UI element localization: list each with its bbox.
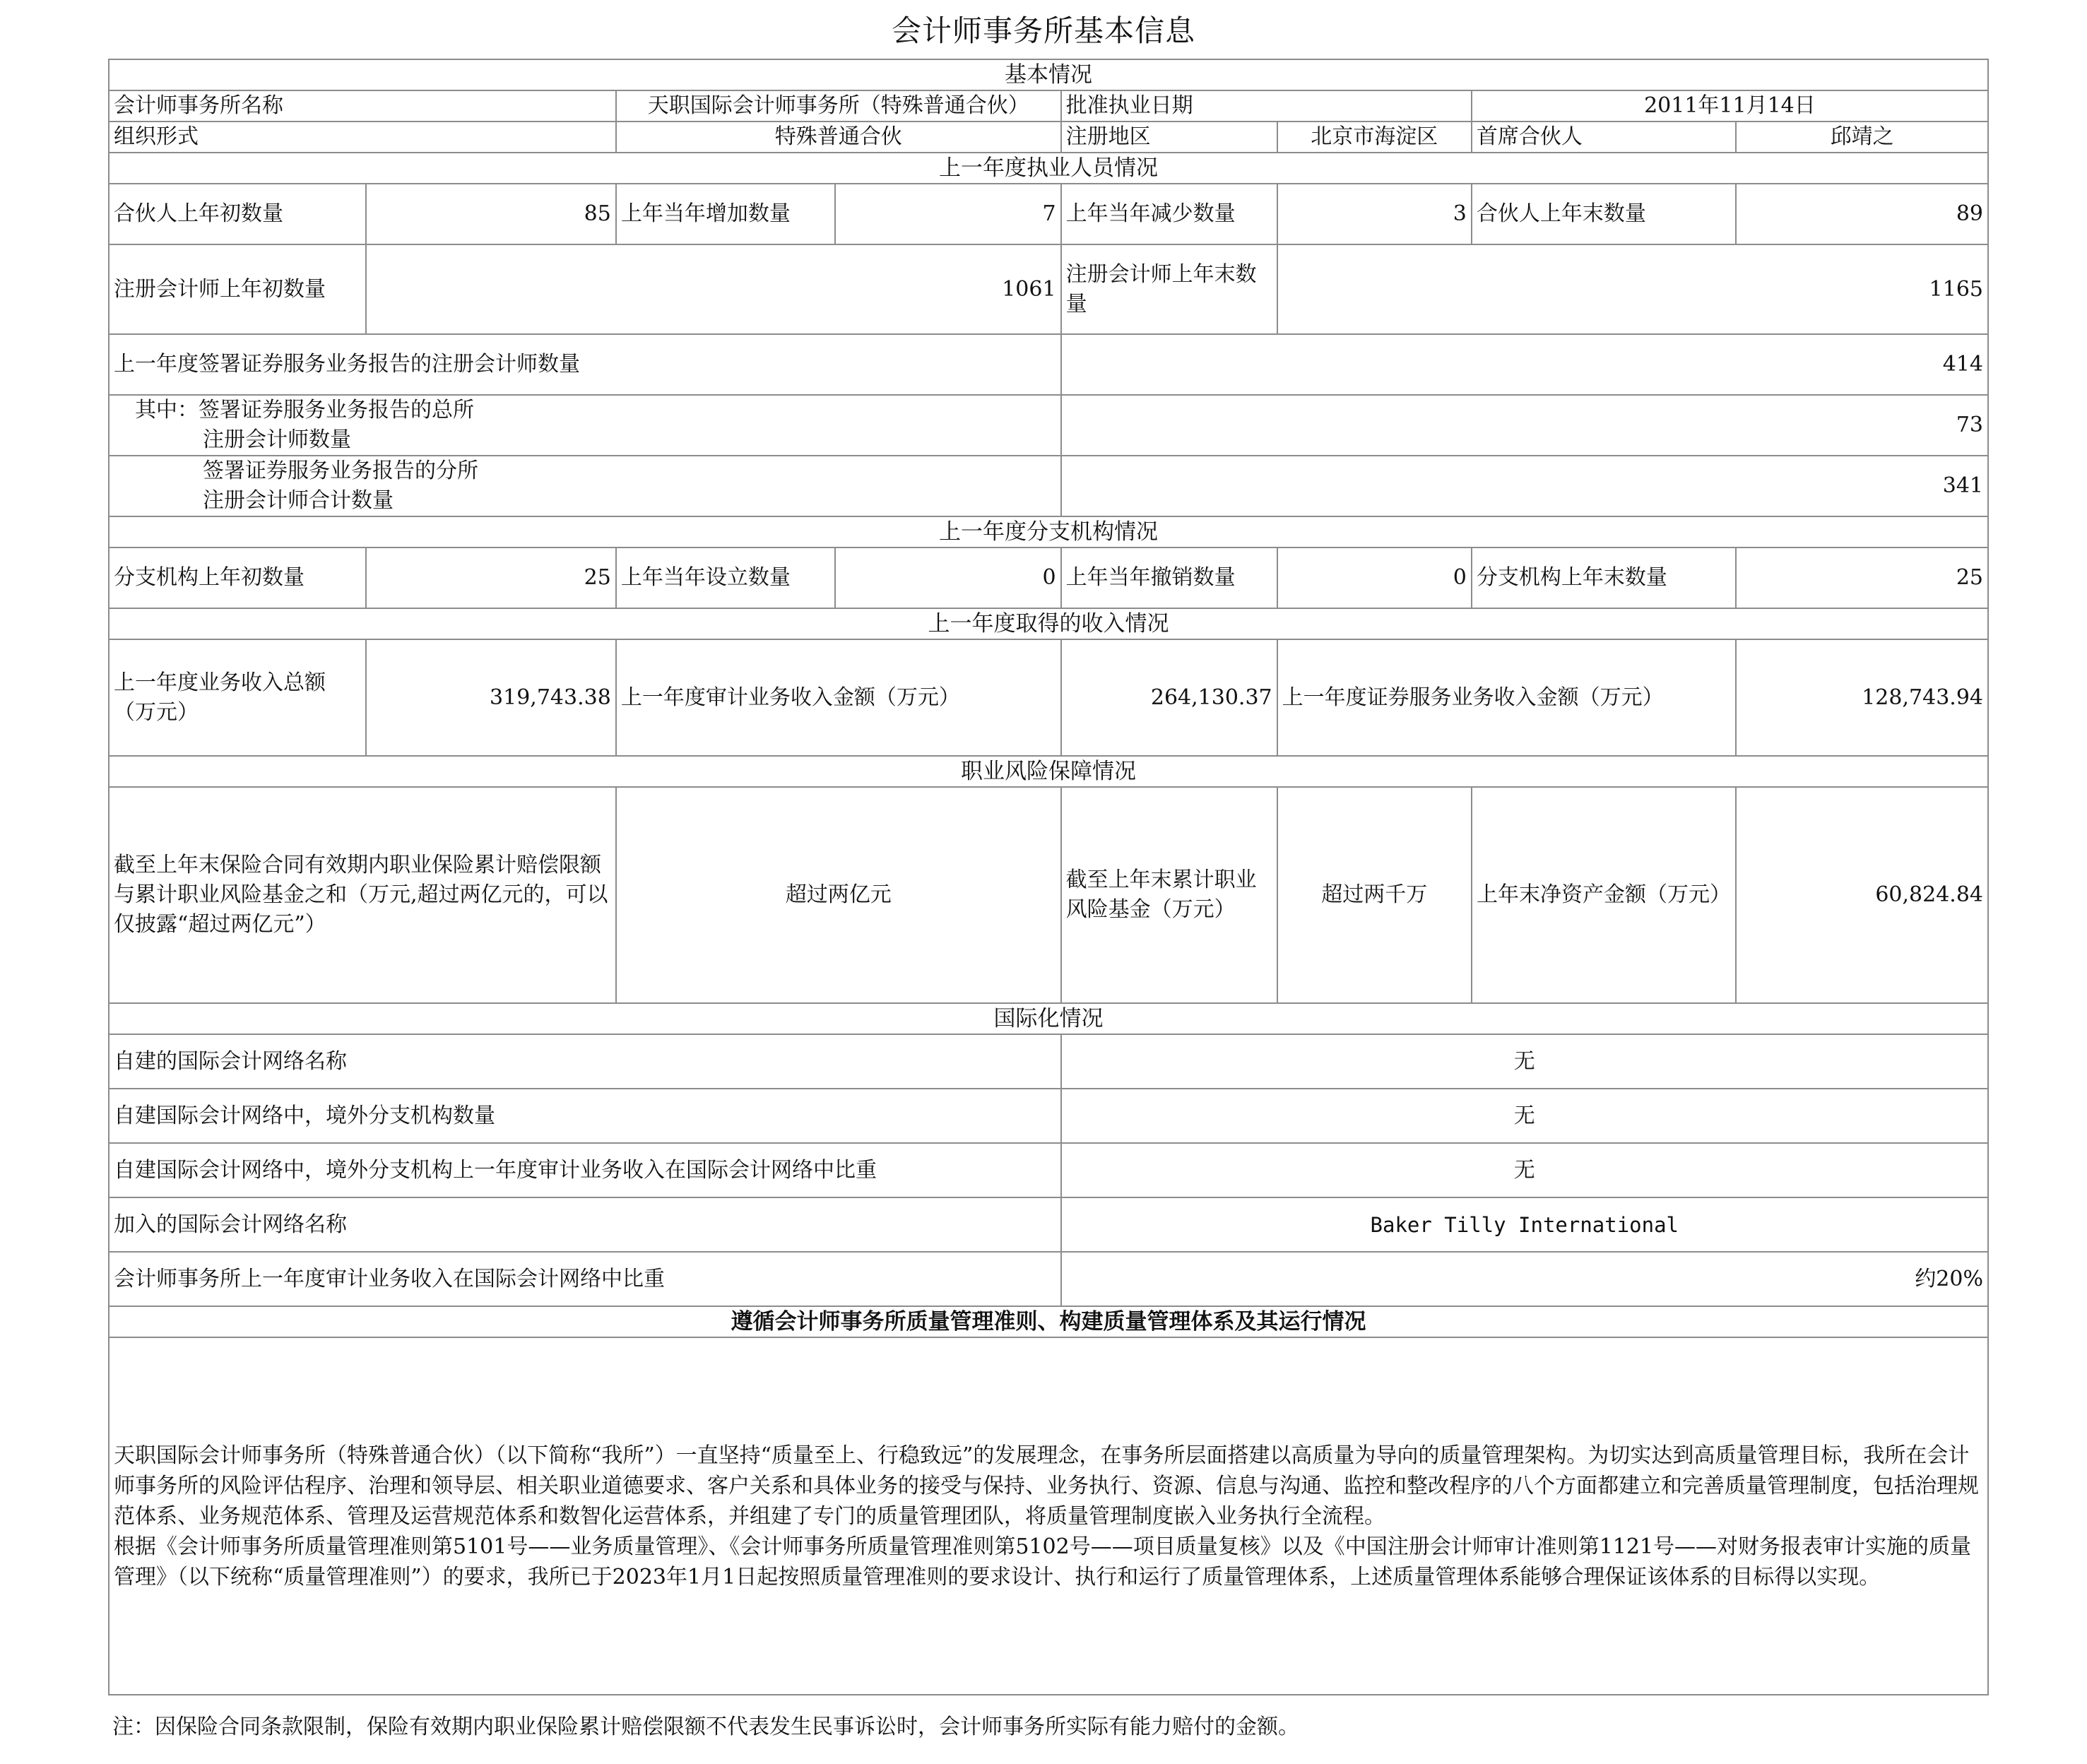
overseas-ratio-label: 自建国际会计网络中，境外分支机构上一年度审计业务收入在国际会计网络中比重 bbox=[109, 1143, 1061, 1197]
cpa-end-value: 1165 bbox=[1277, 244, 1988, 334]
table-row bbox=[109, 456, 1988, 516]
table-row bbox=[109, 1337, 1988, 1695]
branch-cpa-label bbox=[109, 456, 1061, 516]
hq-cpa-label-line-2: 注册会计师数量 bbox=[203, 427, 351, 452]
decrease-value: 3 bbox=[1277, 184, 1472, 244]
increase-label: 上年当年增加数量 bbox=[617, 184, 836, 244]
cpa-begin-label: 注册会计师上年初数量 bbox=[109, 244, 366, 334]
hq-cpa-label bbox=[109, 395, 1061, 456]
income-total-label: 上一年度业务收入总额（万元） bbox=[109, 639, 366, 756]
section-income: 上一年度取得的收入情况 bbox=[109, 608, 1988, 639]
income-securities-value: 128,743.94 bbox=[1736, 639, 1988, 756]
income-total-value: 319,743.38 bbox=[366, 639, 615, 756]
approval-date-value: 2011年11月14日 bbox=[1472, 90, 1988, 122]
section-risk: 职业风险保障情况 bbox=[109, 756, 1988, 787]
firm-name-value: 天职国际会计师事务所（特殊普通合伙） bbox=[616, 90, 1061, 122]
revoked-label: 上年当年撤销数量 bbox=[1061, 547, 1277, 608]
firm-info-table bbox=[108, 59, 1989, 1695]
hq-cpa-value: 73 bbox=[1061, 395, 1988, 456]
table-row bbox=[109, 184, 1988, 244]
overseas-branches-value: 无 bbox=[1061, 1089, 1988, 1143]
established-label: 上年当年设立数量 bbox=[617, 548, 836, 608]
org-form-value: 特殊普通合伙 bbox=[616, 122, 1061, 153]
firm-name-label: 会计师事务所名称 bbox=[109, 90, 616, 122]
chief-partner-label: 首席合伙人 bbox=[1472, 122, 1736, 153]
established-cell bbox=[616, 547, 1061, 608]
partners-end-value: 89 bbox=[1736, 184, 1988, 244]
section-basic: 基本情况 bbox=[109, 59, 1988, 90]
quality-paragraph-1: 天职国际会计师事务所（特殊普通合伙）（以下简称“我所”）一直坚持“质量至上、行稳致远”的发展理念，在事务所层面搭建以高质量为导向的质量管理架构。为切实达到高质量管理目标，我所在会计师事务所的风险评估程序、治理和领导层、相关职业道德要求、客户关系和具体业务的接受与保持、业务执行、资源、信息与沟通、监控和整改程序的八个方面都建立和完善质量管理制度，包括治理规范体系、业务规范体系、管理及运营规范体系和数智化运营体系，并组建了专门的质量管理团队，将质量管理制度嵌入业务执行全流程。 bbox=[114, 1443, 1979, 1529]
section-row bbox=[109, 516, 1988, 547]
branch-cpa-value: 341 bbox=[1061, 456, 1988, 516]
section-staff: 上一年度执业人员情况 bbox=[109, 153, 1988, 184]
table-row bbox=[109, 90, 1988, 122]
reg-area-value: 北京市海淀区 bbox=[1277, 122, 1472, 153]
increase-value: 7 bbox=[1042, 201, 1056, 226]
table-row bbox=[109, 334, 1988, 395]
section-quality: 遵循会计师事务所质量管理准则、构建质量管理体系及其运行情况 bbox=[109, 1306, 1988, 1337]
reg-area-label: 注册地区 bbox=[1061, 122, 1277, 153]
section-row bbox=[109, 59, 1988, 90]
securities-cpa-value: 414 bbox=[1061, 334, 1988, 395]
table-row bbox=[109, 1197, 1988, 1252]
own-network-value: 无 bbox=[1061, 1034, 1988, 1089]
org-form-label: 组织形式 bbox=[109, 122, 616, 153]
section-international: 国际化情况 bbox=[109, 1003, 1988, 1034]
section-row bbox=[109, 608, 1988, 639]
own-network-label: 自建的国际会计网络名称 bbox=[109, 1034, 1061, 1089]
table-row bbox=[109, 547, 1988, 608]
cpa-begin-value: 1061 bbox=[366, 244, 1060, 334]
table-row bbox=[109, 1034, 1988, 1089]
branch-cpa-label-line-1: 签署证券服务业务报告的分所 bbox=[203, 458, 478, 483]
partners-end-label: 合伙人上年末数量 bbox=[1472, 184, 1736, 244]
joined-network-value: Baker Tilly International bbox=[1061, 1197, 1988, 1252]
quality-paragraph-2: 根据《会计师事务所质量管理准则第5101号——业务质量管理》、《会计师事务所质量管理准则第5102号——项目质量复核》以及《中国注册会计师审计准则第1121号——对财务报表审计实施的质量管理》（以下统称“质量管理准则”）的要求，我所已于2023年1月1日起按照质量管理准则的要求设计、执行和运行了质量管理体系，上述质量管理体系能够合理保证该体系的目标得以实现。 bbox=[114, 1534, 1972, 1590]
table-row bbox=[109, 1143, 1988, 1197]
partners-begin-label: 合伙人上年初数量 bbox=[109, 184, 366, 244]
table-row bbox=[109, 244, 1988, 334]
footnote: 注：因保险合同条款限制，保险有效期内职业保险累计赔偿限额不代表发生民事诉讼时，会计师事务所实际有能力赔付的金额。 bbox=[112, 1715, 1299, 1739]
hq-cpa-label-line-1: 其中：签署证券服务业务报告的总所 bbox=[135, 398, 474, 422]
firm-ratio-value: 约20% bbox=[1061, 1252, 1988, 1306]
table-row bbox=[109, 1089, 1988, 1143]
table-row bbox=[109, 1252, 1988, 1306]
page-title: 会计师事务所基本信息 bbox=[891, 13, 1195, 48]
branches-end-value: 25 bbox=[1736, 547, 1988, 608]
table-row bbox=[109, 395, 1988, 456]
established-value: 0 bbox=[1042, 565, 1056, 590]
section-row bbox=[109, 153, 1988, 184]
risk-fund-value: 超过两千万 bbox=[1277, 787, 1472, 1003]
section-branches: 上一年度分支机构情况 bbox=[109, 516, 1988, 547]
securities-cpa-label: 上一年度签署证券服务业务报告的注册会计师数量 bbox=[109, 334, 1061, 395]
branches-end-label: 分支机构上年末数量 bbox=[1472, 547, 1736, 608]
increase-cell bbox=[616, 184, 1061, 244]
overseas-ratio-value: 无 bbox=[1061, 1143, 1988, 1197]
income-securities-label: 上一年度证券服务业务收入金额（万元） bbox=[1277, 639, 1737, 756]
net-assets-label: 上年末净资产金额（万元） bbox=[1472, 787, 1736, 1003]
revoked-value: 0 bbox=[1277, 547, 1472, 608]
branches-begin-value: 25 bbox=[366, 547, 615, 608]
insurance-value: 超过两亿元 bbox=[616, 787, 1061, 1003]
decrease-label: 上年当年减少数量 bbox=[1061, 184, 1277, 244]
cpa-end-label: 注册会计师上年末数量 bbox=[1061, 244, 1277, 334]
branches-begin-label: 分支机构上年初数量 bbox=[109, 547, 366, 608]
table-row bbox=[109, 122, 1988, 153]
quality-description bbox=[109, 1337, 1988, 1695]
partners-begin-value: 85 bbox=[366, 184, 615, 244]
joined-network-label: 加入的国际会计网络名称 bbox=[109, 1197, 1061, 1252]
net-assets-value: 60,824.84 bbox=[1736, 787, 1988, 1003]
risk-fund-label: 截至上年末累计职业风险基金（万元） bbox=[1061, 787, 1277, 1003]
overseas-branches-label: 自建国际会计网络中，境外分支机构数量 bbox=[109, 1089, 1061, 1143]
table-row bbox=[109, 787, 1988, 1003]
income-audit-value: 264,130.37 bbox=[1061, 639, 1277, 756]
approval-date-label: 批准执业日期 bbox=[1061, 90, 1472, 122]
section-row bbox=[109, 1003, 1988, 1034]
income-audit-label: 上一年度审计业务收入金额（万元） bbox=[616, 639, 1061, 756]
branch-cpa-label-line-2: 注册会计师合计数量 bbox=[203, 488, 394, 513]
firm-ratio-label: 会计师事务所上一年度审计业务收入在国际会计网络中比重 bbox=[109, 1252, 1061, 1306]
insurance-label: 截至上年末保险合同有效期内职业保险累计赔偿限额与累计职业风险基金之和（万元,超过两亿元的，可以仅披露“超过两亿元”） bbox=[109, 787, 616, 1003]
section-row bbox=[109, 756, 1988, 787]
table-row bbox=[109, 639, 1988, 756]
chief-partner-value: 邱靖之 bbox=[1736, 122, 1988, 153]
section-row bbox=[109, 1306, 1988, 1337]
